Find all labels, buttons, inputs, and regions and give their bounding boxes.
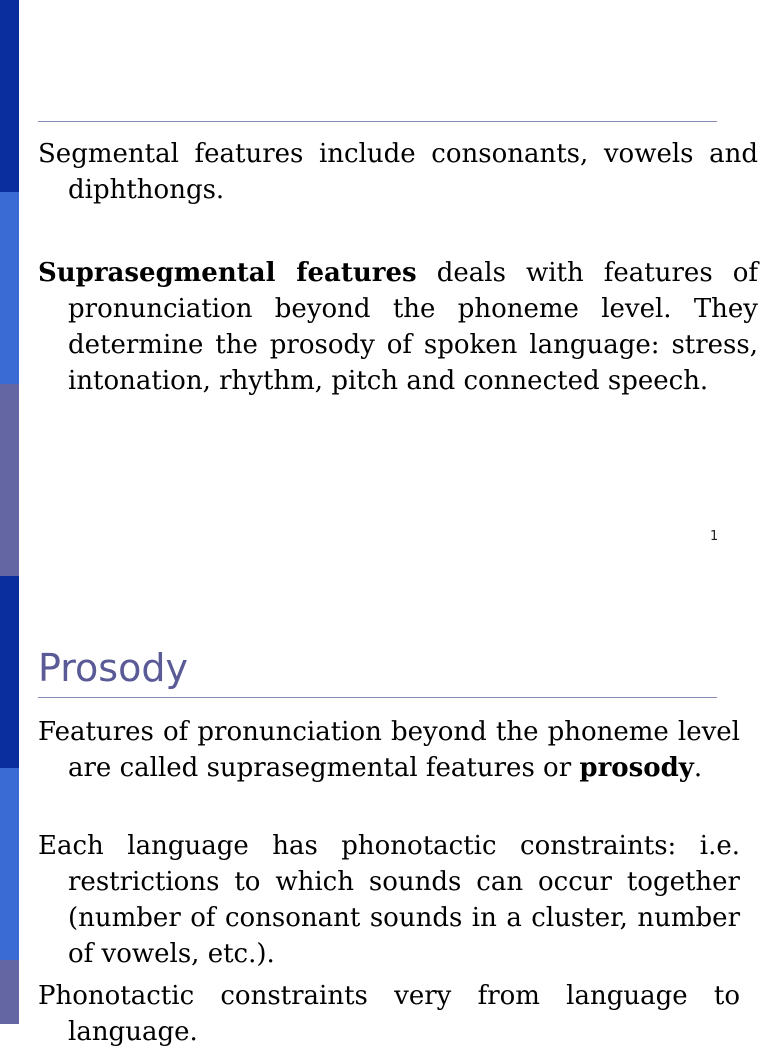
prosody-period: . — [693, 753, 703, 783]
suprasegmental-term: Suprasegmental features — [38, 258, 417, 288]
phonotactic-text: Each language has phonotactic constraints: i.e. restrictions to which sounds can occur together (number of consonant sounds in a cluster, number of vowels, etc.). — [38, 831, 740, 969]
segmental-text: Segmental features include consonants, vowels and diphthongs. — [38, 139, 758, 205]
constraints-text: Phonotactic constraints very from language to language. — [38, 981, 740, 1047]
phonotactic-paragraph — [38, 828, 740, 972]
prosody-term: prosody — [579, 753, 694, 783]
suprasegmental-text: deals with features of pronunciation beyond the phoneme level. They determine the prosody of spoken language: stress, intonation, rhythm, pitch and connected speech. — [68, 258, 758, 396]
segmental-paragraph — [38, 136, 758, 208]
title-rule — [38, 121, 717, 122]
title-rule — [38, 697, 717, 698]
constraints-paragraph — [38, 978, 740, 1050]
suprasegmental-paragraph — [38, 255, 758, 399]
prosody-paragraph — [38, 714, 740, 786]
page-number: 1 — [710, 529, 719, 544]
prosody-text: Features of pronunciation beyond the phoneme level are called suprasegmental features or — [38, 717, 740, 783]
slide-2 — [0, 576, 768, 1047]
slide-title: Prosody — [38, 646, 188, 690]
